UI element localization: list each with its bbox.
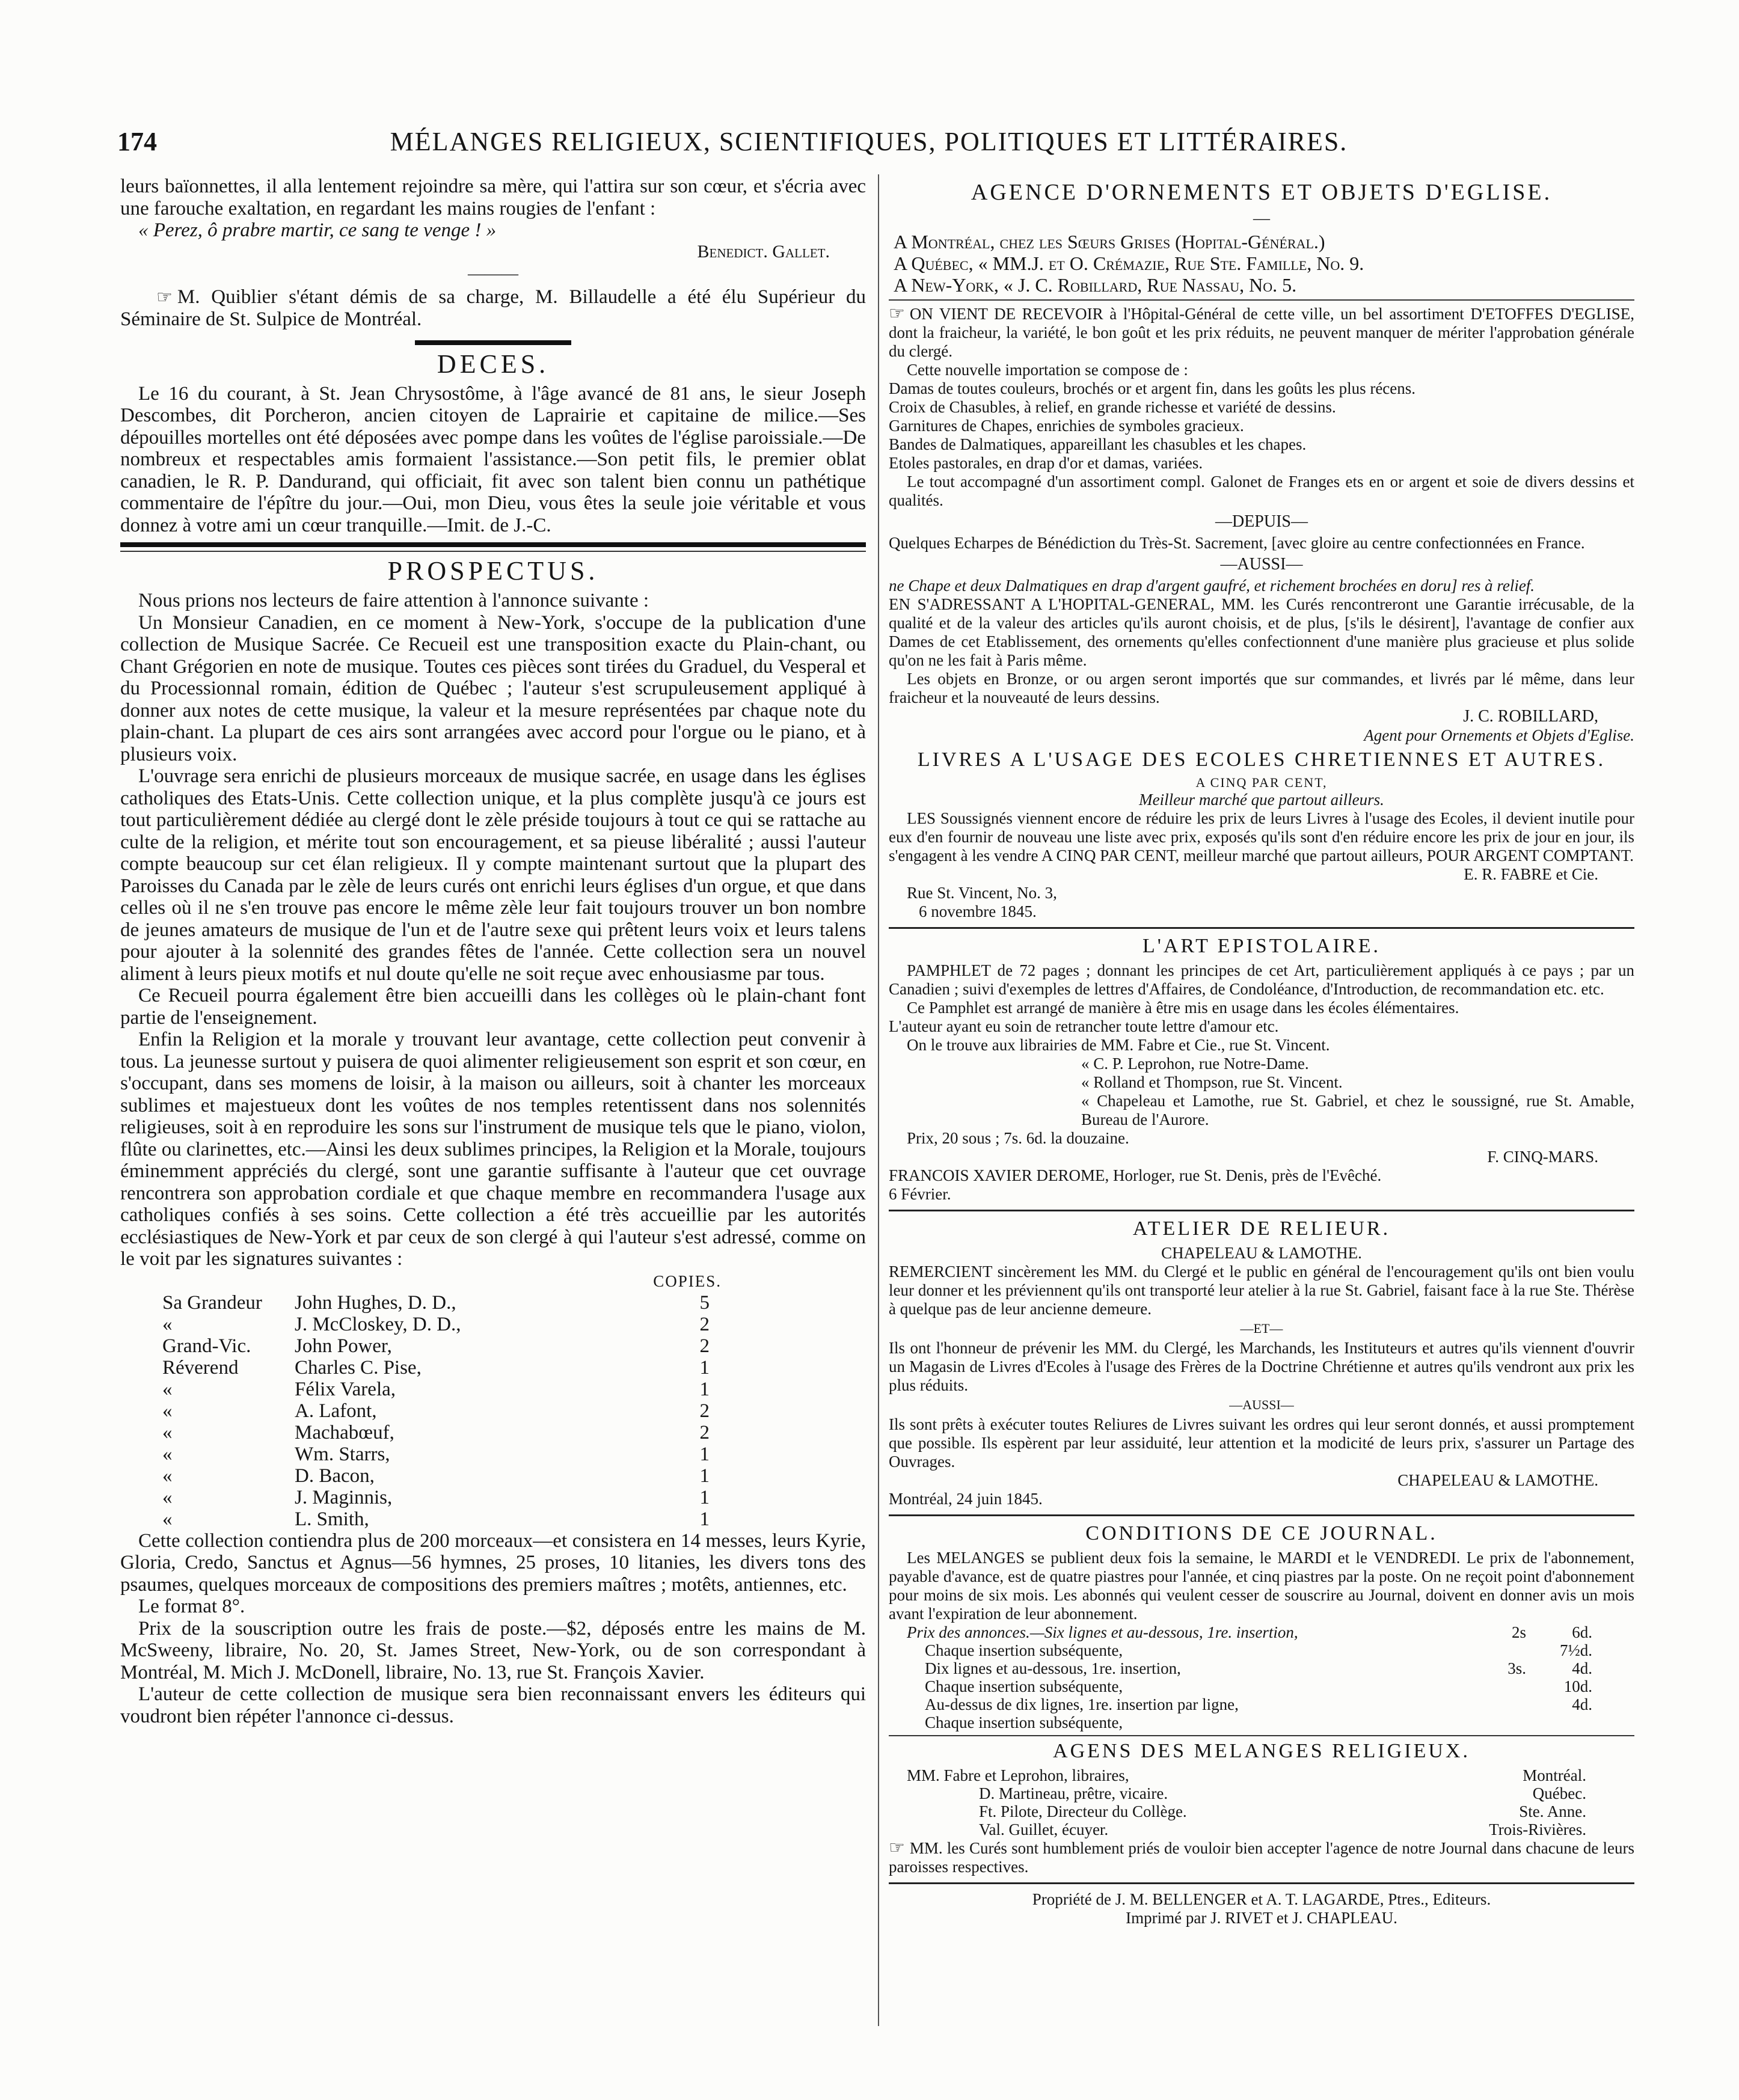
section-rule — [889, 1882, 1634, 1884]
subscriber-title: Sa Grandeur — [162, 1291, 262, 1314]
agents-note — [889, 1838, 1634, 1876]
section-rule — [889, 1210, 1634, 1211]
prospectus-para-4: Enfin la Religion et la morale y trouvant leur avantage, cette collection peut convenir à tous. La jeunesse surtout y puisera de quoi alimenter religieusement son esprit et son cœur, en s'occupant, dans ses momens de loisir, à la maison ou ailleurs, soit à chanter les morceaux sublimes et majestueux dont les voûtes de nos temples retentissent dans nos solennités religieuses, soit à en reproduire les sons sur l'instrument de musique tels que le piano, violon, flûte ou clarinettes, etc.—Ainsi les deux sublimes principes, la Religion et la Morale, toujours éminemment appréciés du clergé, sont une garantie suffisante à l'auteur que cet ouvrage rencontrera son approbation cordiale et que chaque membre en recommandera l'usage aux catholiques confiés à ses soins. Cette collection a été très accueillie par les autorités ecclésiastiques de New-York et par ceux de son clergé à qui l'auteur s'est adressé, comme on le voit par les signatures suivantes : — [120, 1029, 866, 1270]
agent-name: Ft. Pilote, Directeur du Collège. — [979, 1802, 1187, 1820]
section-rule — [889, 299, 1634, 301]
rate-row — [889, 1659, 1598, 1677]
agent-row — [889, 1820, 1598, 1838]
subscriber-row — [156, 1443, 722, 1465]
pointing-hand-icon: ☞ — [889, 303, 905, 324]
adressant-text: EN S'ADRESSANT A L'HOPITAL-GENERAL, MM. les Curés rencontreront une Garantie irrécusable, de la qualité et de la valeur des articles qu'ils auront choisis, et de plus, [s'ils le désirent], l'avantage de confier aux Dames de cet Etablissement, des ornements qu'elles confectionnent d'une manière plus gracieuse et plus solide qu'on ne les fait à Paris même. — [889, 595, 1634, 669]
prospectus-format: Le format 8°. — [138, 1596, 245, 1617]
subscriber-row — [156, 1422, 722, 1443]
rate-shillings: 2s — [1511, 1623, 1526, 1641]
page-header — [117, 124, 1621, 160]
rate-row — [889, 1623, 1598, 1641]
separator-dash: — — [1253, 209, 1270, 228]
subscriber-title: « — [162, 1465, 173, 1487]
agent-place: Ste. Anne. — [1519, 1802, 1586, 1820]
art-text: PAMPHLET de 72 pages ; donnant les principes de cet Art, particulièrement appliqués à ce pays ; par un Canadien ; suivi d'exemples de lettres d'Affaires, de Condoléance, d'Introduction, de recommandation etc. etc. — [889, 961, 1634, 998]
agent-name: MM. Fabre et Leprohon, libraires, — [907, 1766, 1129, 1784]
imprint-line-2: Imprimé par J. RIVET et J. CHAPLEAU. — [1126, 1909, 1397, 1927]
subscriber-row — [156, 1357, 722, 1379]
rate-row — [889, 1641, 1598, 1659]
agence-locations — [889, 231, 1634, 296]
prospectus-rule-thin — [120, 551, 866, 552]
subscriber-copies: 2 — [699, 1400, 710, 1422]
prospectus-para-2: L'ouvrage sera enrichi de plusieurs morceaux de musique sacrée, en usage dans les églises catholiques des Etats-Unis. Cette collection unique, et la plus complète jusqu'à ce jours est tout particulièrement dédiée au clergé dont le zèle préside toujours à tout ce qui se rattache au culte de la religion, et mérite tout son encouragement, et sa pieuse libéralité ; aussi l'auteur compte beaucoup sur cet élan religieux. Il y compte maintenant surtout que la plupart des Paroisses du Canada par le zèle de leurs curés ont enrichi leurs églises d'un orgue, et que dans celles où il ne s'en trouve pas encore le même zèle leur fait toujours trouver un bon nombre de jeunes amateurs de musique de l'un et de l'autre sexe qui prêtent leurs voix et leurs talens pour ajouter à la solennité des grandes fêtes de l'année. Cette collection sera un nouvel aliment à leurs pieux motifs et nul doute qu'elle ne soit reçue avec enhousiasme par tous. — [120, 765, 866, 985]
subscriber-row — [156, 1487, 722, 1508]
depuis-text: Quelques Echarpes de Bénédiction du Très-St. Sacrement, [avec gloire au centre confectionnées en France. — [889, 534, 1585, 552]
livres-subheading: A CINQ PAR CENT, — [1195, 775, 1328, 790]
subscriber-row — [156, 1335, 722, 1357]
subscriber-title: « — [162, 1508, 173, 1530]
rate-label: Dix lignes et au-dessous, 1re. insertion, — [925, 1659, 1181, 1677]
running-title: MÉLANGES RELIGIEUX, SCIENTIFIQUES, POLITIQUES ET LITTÉRAIRES. — [390, 127, 1348, 156]
atelier-heading: ATELIER DE RELIEUR. — [1132, 1217, 1391, 1240]
conditions-heading: CONDITIONS DE CE JOURNAL. — [1085, 1522, 1438, 1544]
subscriber-name: A. Lafont, — [295, 1400, 377, 1422]
art-sellers-list — [889, 1036, 1634, 1129]
aussi-text: ne Chape et deux Dalmatiques en drap d'argent gaufré, et richement brochées en doru] res à relief. — [889, 577, 1535, 595]
subscriber-name: J. McCloskey, D. D., — [295, 1313, 461, 1335]
robillard-signature: J. C. ROBILLARD, — [1463, 707, 1598, 726]
subscriber-row — [156, 1465, 722, 1487]
fabre-address: Rue St. Vincent, No. 3, — [907, 884, 1057, 902]
on-vient-text: ON VIENT DE RECEVOIR à l'Hôpital-Général de cette ville, un bel assortiment D'ETOFFES D'EGLISE, dont la fraicheur, la variété, le bon goût et les prix réduits, ne peuvent manquer de mériter l'approbation générale du clergé. — [889, 305, 1634, 360]
subscriber-name: Wm. Starrs, — [295, 1443, 390, 1465]
art-seller-line: « Chapeleau et Lamothe, rue St. Gabriel, et chez le soussigné, rue St. Amable, Bureau de l'Aurore. — [1081, 1092, 1634, 1128]
chapeleau-date: Montréal, 24 juin 1845. — [889, 1490, 1043, 1508]
subscriber-name: Machabœuf, — [295, 1421, 394, 1443]
rate-shillings — [1472, 1713, 1526, 1731]
story-end-paragraph: leurs baïonnettes, il alla lentement rejoindre sa mère, qui l'attira sur son cœur, et s'écria avec une farouche exaltation, en regardant les mains rougies de l'enfant : — [120, 176, 866, 219]
prospectus-heading: PROSPECTUS. — [387, 556, 599, 586]
subscriber-title: « — [162, 1378, 173, 1400]
subscriber-copies: 1 — [699, 1356, 710, 1379]
pointing-hand-icon: ☞ — [889, 1837, 905, 1858]
section-rule — [889, 1514, 1634, 1516]
subscriber-row — [156, 1292, 722, 1314]
importation-item: Bandes de Dalmatiques, appareillant les chasubles et les chapes. — [889, 435, 1307, 453]
agent-row — [889, 1784, 1598, 1802]
agent-name: D. Martineau, prêtre, vicaire. — [979, 1784, 1168, 1802]
art-seller-line: « Rolland et Thompson, rue St. Vincent. — [1081, 1073, 1343, 1091]
importation-item: Etoles pastorales, en drap d'or et damas, variées. — [889, 454, 1203, 472]
subscriber-name: Félix Varela, — [295, 1378, 396, 1400]
subscriber-title: « — [162, 1443, 173, 1465]
subscriber-title: « — [162, 1313, 173, 1335]
subscriber-copies: 2 — [699, 1313, 710, 1335]
section-rule — [889, 1735, 1634, 1736]
quiblier-notice — [120, 286, 866, 331]
rate-row — [889, 1713, 1598, 1731]
deces-rule — [415, 340, 571, 345]
et-label: —ET— — [1240, 1321, 1283, 1336]
agent-place: Québec. — [1532, 1784, 1586, 1802]
story-signature: Benedict. Gallet. — [697, 241, 830, 262]
importation-intro: Cette nouvelle importation se compose de : — [907, 361, 1188, 379]
subscriber-title: Grand-Vic. — [162, 1335, 251, 1357]
deces-text: Le 16 du courant, à St. Jean Chrysostôme, à l'âge avancé de 81 ans, le sieur Joseph Descombes, dit Porcheron, ancien citoyen de Laprairie et capitaine de milice.—Ses dépouilles mortelles ont été déposées avec pompe dans les voûtes de l'église paroissiale.—De nombreux et respectables amis formaient l'assistance.—Son petit fils, le premier oblat canadien, le R. P. Dandurand, qui officiait, fit avec son talent bien connu un pathétique commentaire de l'épître du jour.—Oui, mon Dieu, vous êtes la seule joie véritable et vous donnez à votre ami un cœur tranquille.—Imit. de J.-C. — [120, 382, 866, 536]
subscriber-title: « — [162, 1400, 173, 1422]
art-text-3: L'auteur ayant eu soin de retrancher toute lettre d'amour etc. — [889, 1017, 1279, 1035]
subscriber-row — [156, 1314, 722, 1335]
prospectus-closing: L'auteur de cette collection de musique sera bien reconnaissant envers les éditeurs qui voudront bien répéter l'annonce ci-dessus. — [120, 1683, 866, 1727]
subscriber-copies: 2 — [699, 1421, 710, 1443]
depuis-label: —DEPUIS— — [1215, 512, 1308, 531]
section-rule — [889, 927, 1634, 929]
conditions-text: Les MELANGES se publient deux fois la semaine, le MARDI et le VENDREDI. Le prix de l'abonnement, payable d'avance, est de quatre piastres pour l'année, et cinq piastres par la poste. On ne reçoit point d'abonnement pour moins de six mois. Les abonnés qui veulent cesser de souscrire au Journal, doivent en donner avis un mois avant l'expiration de leur abonnement. — [889, 1549, 1634, 1623]
aussi-label-2: —AUSSI— — [1229, 1397, 1294, 1412]
agents-table — [889, 1766, 1598, 1838]
subscriber-copies: 1 — [699, 1508, 710, 1530]
aussi-label: —AUSSI— — [1220, 555, 1303, 574]
subscriber-name: D. Bacon, — [295, 1465, 375, 1487]
right-column — [889, 176, 1634, 1927]
separator-dash: ——— — [468, 264, 518, 283]
subscriber-title: « — [162, 1486, 173, 1508]
agent-row — [889, 1766, 1598, 1784]
page-number: 174 — [117, 127, 157, 156]
atelier-text-2: Ils ont l'honneur de prévenir les MM. du Clergé, les Marchands, les Instituteurs et autres qu'ils viennent d'ouvrir un Magasin de Livres d'Ecoles à l'usage des Frères de la Doctrine Chrétienne et autres qu'ils vendront aux prix les plus réduits. — [889, 1339, 1634, 1394]
deces-heading: DECES. — [437, 349, 550, 379]
pointing-hand-icon: ☞ — [156, 286, 173, 308]
story-quote: « Perez, ô prabre martir, ce sang te venge ! » — [138, 219, 497, 241]
prospectus-price: Prix de la souscription outre les frais de poste.—$2, déposés entre les mains de M. McSweeny, libraire, No. 20, St. James Street, New-York, ou de son correspondant à Montréal, M. Mich J. McDonell, libraire, No. 13, rue St. François Xavier. — [120, 1617, 866, 1683]
prospectus-para-3: Ce Recueil pourra également être bien accueilli dans les collèges où le plain-chant font partie de l'enseignement. — [120, 985, 866, 1029]
atelier-text-3: Ils sont prêts à exécuter toutes Reliures de Livres suivant les ordres qui leur seront donnés, et aussi promptement que possible. Ils espèrent par leur assiduité, leur attention et la modicité de leurs prix, s'assurer un Partage des Ouvrages. — [889, 1415, 1634, 1471]
subscriber-name: Charles C. Pise, — [295, 1356, 422, 1379]
rates-table — [889, 1623, 1598, 1731]
atelier-text: REMERCIENT sincèrement les MM. du Clergé et le public en général de l'encouragement qu'ils ont bien voulu leur donner et les préviennent qu'ils ont transporté leur atelier à la rue St. Gabriel, faisant face à la rue Ste. Thérèse à quelque pas de leur ancienne demeure. — [889, 1263, 1634, 1318]
subscriber-title: « — [162, 1421, 173, 1443]
subscriber-row — [156, 1379, 722, 1400]
art-seller-line: « C. P. Leprohon, rue Notre-Dame. — [1081, 1055, 1309, 1073]
column-rule — [878, 174, 879, 2026]
fabre-signature: E. R. FABRE et Cie. — [1464, 865, 1598, 883]
prospectus-rule — [120, 542, 866, 547]
art-seller-line: On le trouve aux librairies de MM. Fabre et Cie., rue St. Vincent. — [907, 1036, 1330, 1054]
assortiment-text: Le tout accompagné d'un assortiment compl. Galonet de Franges ets en or argent et soie de divers dessins et qualités. — [889, 473, 1634, 509]
rate-pence: 7½d. — [1560, 1641, 1592, 1659]
subscriber-copies: 2 — [699, 1335, 710, 1357]
subscriber-copies: 1 — [699, 1486, 710, 1508]
rate-label: Prix des annonces.—Six lignes et au-dessous, 1re. insertion, — [907, 1623, 1298, 1641]
agent-place: Montréal. — [1523, 1766, 1586, 1784]
subscriber-copies: 1 — [699, 1465, 710, 1487]
art-price: Prix, 20 sous ; 7s. 6d. la douzaine. — [907, 1129, 1129, 1147]
rate-label: Chaque insertion subséquente, — [925, 1677, 1123, 1695]
left-column — [120, 176, 866, 1727]
rate-pence — [1526, 1713, 1598, 1731]
importation-item: Croix de Chasubles, à relief, en grande richesse et variété de dessins. — [889, 398, 1336, 416]
subscriber-name: John Hughes, D. D., — [295, 1291, 456, 1314]
derome-notice: FRANCOIS XAVIER DEROME, Horloger, rue St. Denis, près de l'Evêché. — [889, 1166, 1382, 1184]
subscriber-row — [156, 1400, 722, 1422]
prospectus-para-1: Un Monsieur Canadien, en ce moment à New-York, s'occupe de la publication d'une collection de Musique Sacrée. Ce Recueil est une transposition exacte du Plain-chant, ou Chant Grégorien en note de musique. Toutes ces pièces sont tirées du Graduel, du Vesperal et du Processionnal romain, édition de Québec ; l'auteur s'est scrupuleusement appliqué à donner aux notes de cette musique, la valeur et la mesure représentées par chaque note du plain-chant. La plupart de ces airs sont arrangées avec accord pour l'orgue ou le piano, et à plusieurs voix. — [120, 611, 866, 765]
livres-text: LES Soussignés viennent encore de réduire les prix de leurs Livres à l'usage des Ecoles, il devient inutile pour eux d'en fournir de nouveau une liste avec prix, exposés qu'ils sont d'en réduire encore les prix de jour en jour, ils s'engagent à les vendre A CINQ PAR CENT, meilleur marché que partout ailleurs, POUR ARGENT COMPTANT. — [889, 809, 1634, 865]
rate-pence: 6d. — [1572, 1623, 1592, 1641]
agent-name: Val. Guillet, écuyer. — [979, 1820, 1109, 1838]
quiblier-notice-text: M. Quiblier s'étant démis de sa charge, M. Billaudelle a été élu Supérieur du Séminaire de St. Sulpice de Montréal. — [120, 286, 866, 330]
agens-heading: AGENS DES MELANGES RELIGIEUX. — [1053, 1740, 1470, 1762]
livres-tagline: Meilleur marché que partout ailleurs. — [1139, 791, 1384, 809]
fabre-date: 6 novembre 1845. — [919, 902, 1037, 920]
subscribers-header-row — [156, 1270, 722, 1292]
importation-list — [889, 379, 1634, 473]
subscriber-row — [156, 1508, 722, 1530]
rate-shillings: 3s. — [1507, 1659, 1526, 1677]
chapeleau-signature: CHAPELEAU & LAMOTHE. — [1397, 1471, 1598, 1489]
on-vient-paragraph — [889, 304, 1634, 361]
rate-row — [889, 1677, 1598, 1695]
prospectus-intro: Nous prions nos lecteurs de faire attention à l'annonce suivante : — [138, 590, 649, 611]
rate-label: Chaque insertion subséquente, — [925, 1713, 1123, 1731]
subscriber-name: John Power, — [295, 1335, 392, 1357]
agence-heading: AGENCE D'ORNEMENTS ET OBJETS D'EGLISE. — [971, 180, 1553, 205]
rate-label: Au-dessus de dix lignes, 1re. insertion par ligne, — [925, 1695, 1239, 1713]
importation-item: Garnitures de Chapes, enrichies de symboles gracieux. — [889, 417, 1244, 435]
agent-place: Trois-Rivières. — [1489, 1820, 1586, 1838]
atelier-subheading: CHAPELEAU & LAMOTHE. — [1161, 1244, 1362, 1262]
rate-row — [889, 1695, 1598, 1713]
importation-item: Damas de toutes couleurs, brochés or et argent fin, dans les goûts les plus récens. — [889, 379, 1416, 397]
subscriber-copies: 5 — [699, 1291, 710, 1314]
agence-location-line: A Montréal, chez les Sœurs Grises (Hopital-Général.) — [894, 231, 1325, 253]
subscribers-table — [156, 1270, 722, 1530]
rate-shillings — [1472, 1695, 1526, 1713]
agence-location-line: A Québec, « MM.J. et O. Crémazie, Rue Ste. Famille, No. 9. — [894, 253, 1364, 274]
agents-note-text: MM. les Curés sont humblement priés de vouloir bien accepter l'agence de notre Journal dans chacune de leurs paroisses respectives. — [889, 1839, 1634, 1876]
agence-location-line: A New-York, « J. C. Robillard, Rue Nassau, No. 5. — [894, 274, 1297, 296]
subscriber-name: J. Maginnis, — [295, 1486, 393, 1508]
imprint-line-1: Propriété de J. M. BELLENGER et A. T. LAGARDE, Ptres., Editeurs. — [1032, 1890, 1491, 1908]
subscriber-copies: 1 — [699, 1378, 710, 1400]
rate-shillings — [1472, 1677, 1526, 1695]
subscriber-copies: 1 — [699, 1443, 710, 1465]
rate-shillings — [1472, 1641, 1526, 1659]
objets-text: Les objets en Bronze, or ou argen seront importés que sur commandes, et livrés par lé même, dans leur fraicheur et la nouveauté de leurs dessins. — [889, 670, 1634, 706]
derome-date: 6 Février. — [889, 1185, 951, 1203]
prospectus-para-5: Cette collection contiendra plus de 200 morceaux—et consistera en 14 messes, leurs Kyrie, Gloria, Credo, Sanctus et Agnus—56 hymnes, 25 proses, 10 litanies, les divers tons des psaumes, quelques morceaux de compositions des premiers maîtres ; motêts, antiennes, etc. — [120, 1529, 866, 1596]
rate-pence: 10d. — [1563, 1677, 1592, 1695]
cinqmars-signature: F. CINQ-MARS. — [1487, 1148, 1598, 1166]
robillard-role: Agent pour Ornements et Objets d'Eglise. — [1364, 726, 1634, 744]
subscriber-title: Réverend — [162, 1356, 239, 1379]
rate-label: Chaque insertion subséquente, — [925, 1641, 1123, 1659]
agent-row — [889, 1802, 1598, 1820]
art-heading: L'ART EPISTOLAIRE. — [1142, 935, 1381, 957]
copies-label: COPIES. — [653, 1272, 722, 1290]
subscriber-name: L. Smith, — [295, 1508, 369, 1530]
rate-pence: 4d. — [1572, 1695, 1592, 1713]
rate-pence: 4d. — [1572, 1659, 1592, 1677]
livres-heading: LIVRES A L'USAGE DES ECOLES CHRETIENNES ET AUTRES. — [917, 748, 1606, 771]
art-text-2: Ce Pamphlet est arrangé de manière à être mis en usage dans les écoles élémentaires. — [907, 999, 1459, 1017]
